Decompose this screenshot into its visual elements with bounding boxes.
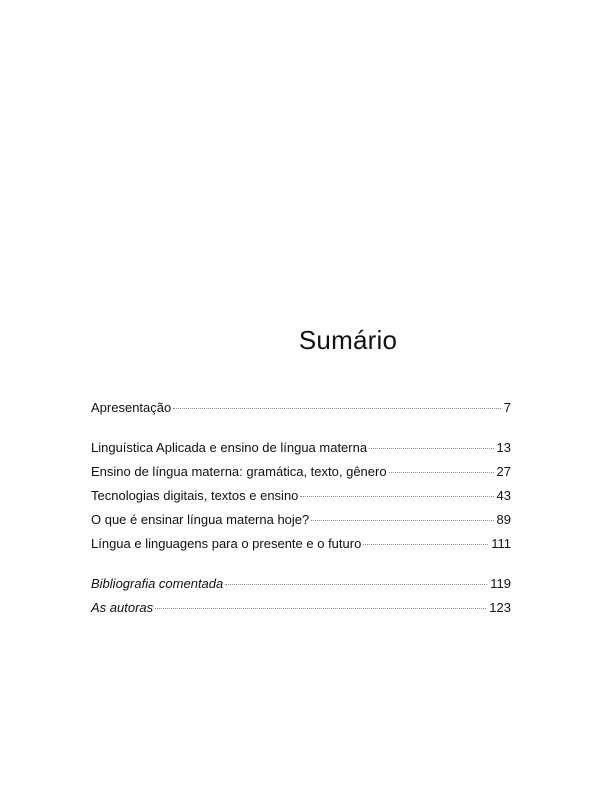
page-title: Sumário: [298, 325, 398, 356]
toc-entry-label: As autoras: [91, 600, 154, 615]
dot-leader: [155, 608, 486, 609]
table-of-contents: [91, 396, 511, 620]
dot-leader: [363, 544, 488, 545]
toc-entry-chapter-4[interactable]: [91, 508, 511, 532]
toc-group-chapters: [91, 436, 511, 556]
toc-entry-page-number: 13: [496, 440, 511, 455]
dot-leader: [389, 472, 494, 473]
toc-entry-label: Tecnologias digitais, textos e ensino: [91, 488, 299, 503]
toc-entry-label: O que é ensinar língua materna hoje?: [91, 512, 310, 527]
dot-leader: [173, 408, 501, 409]
toc-entry-chapter-3[interactable]: [91, 484, 511, 508]
toc-entry-label: Ensino de língua materna: gramática, texto, gênero: [91, 464, 387, 479]
toc-group-front-matter: [91, 396, 511, 420]
toc-entry-apresentacao[interactable]: [91, 396, 511, 420]
toc-entry-page-number: 119: [490, 576, 511, 591]
toc-entry-page-number: 89: [496, 512, 511, 527]
toc-group-back-matter: [91, 572, 511, 620]
toc-entry-autoras[interactable]: [91, 596, 511, 620]
toc-entry-chapter-1[interactable]: [91, 436, 511, 460]
toc-entry-page-number: 43: [496, 488, 511, 503]
toc-entry-label: Apresentação: [91, 400, 172, 415]
dot-leader: [311, 520, 493, 521]
toc-entry-label: Língua e linguagens para o presente e o futuro: [91, 536, 362, 551]
toc-entry-label: Linguística Aplicada e ensino de língua materna: [91, 440, 368, 455]
toc-entry-page-number: 111: [491, 536, 511, 551]
toc-entry-label: Bibliografia comentada: [91, 576, 224, 591]
toc-entry-page-number: 123: [489, 600, 511, 615]
dot-leader: [300, 496, 493, 497]
dot-leader: [369, 448, 493, 449]
toc-entry-bibliografia[interactable]: [91, 572, 511, 596]
toc-entry-chapter-5[interactable]: [91, 532, 511, 556]
toc-entry-chapter-2[interactable]: [91, 460, 511, 484]
dot-leader: [225, 584, 487, 585]
toc-entry-page-number: 27: [496, 464, 511, 479]
toc-entry-page-number: 7: [503, 400, 511, 415]
